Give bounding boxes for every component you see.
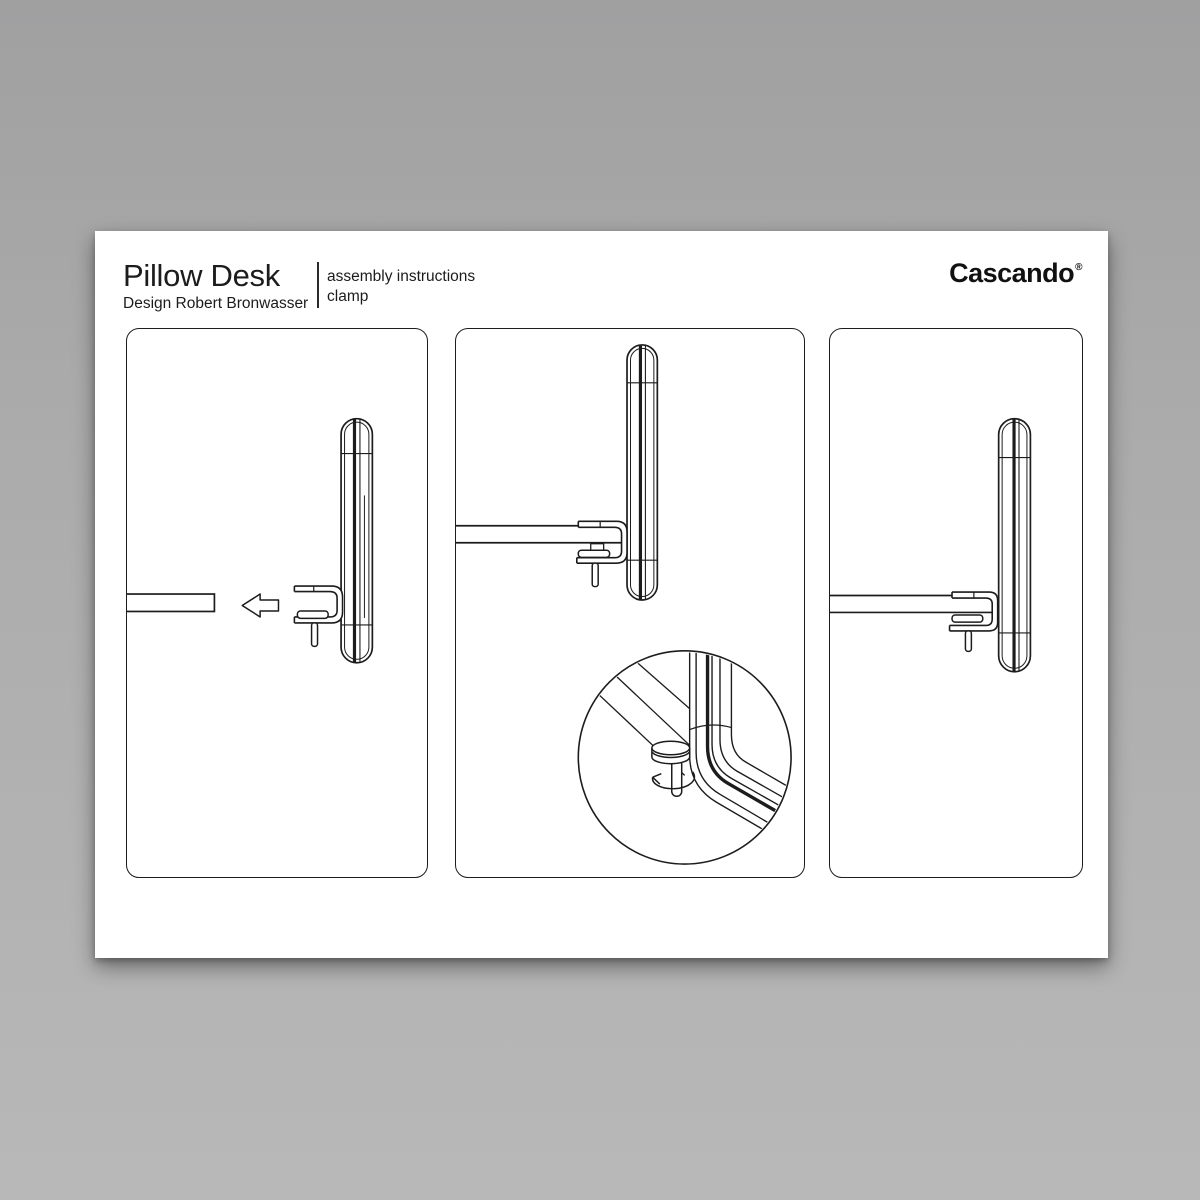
magnifier-detail-circle bbox=[578, 646, 804, 864]
knob-shaft-icon bbox=[672, 759, 682, 796]
header-divider bbox=[317, 262, 319, 308]
step-1-diagram bbox=[127, 329, 427, 877]
pillow-screen-icon bbox=[341, 419, 372, 663]
pillow-screen-icon bbox=[999, 419, 1031, 672]
step-3-diagram bbox=[830, 329, 1082, 877]
brand-logo bbox=[949, 258, 1081, 289]
clamp-screw-knob-icon bbox=[592, 563, 598, 586]
title-block bbox=[123, 260, 308, 313]
clamp-icon bbox=[294, 586, 342, 646]
document-type-block bbox=[327, 267, 475, 307]
designer-credit: Design Robert Bronwasser bbox=[123, 295, 309, 312]
document-variant: clamp bbox=[327, 288, 369, 305]
pillow-screen-icon bbox=[627, 345, 657, 600]
page-title: Pillow Desk bbox=[123, 258, 280, 293]
clamp-screw-knob-icon bbox=[312, 623, 318, 646]
step-2-panel bbox=[455, 328, 805, 878]
registered-trademark-icon: ® bbox=[1075, 262, 1082, 273]
document-type: assembly instructions bbox=[327, 268, 476, 285]
instruction-sheet bbox=[95, 231, 1108, 958]
brand-name: Cascando bbox=[949, 258, 1075, 288]
step-3-panel bbox=[829, 328, 1083, 878]
slide-direction-arrow-icon bbox=[242, 594, 278, 617]
step-1-panel bbox=[126, 328, 428, 878]
desk-edge-icon bbox=[127, 594, 214, 611]
step-2-diagram bbox=[456, 329, 804, 877]
clamp-screw-knob-icon bbox=[965, 631, 971, 651]
